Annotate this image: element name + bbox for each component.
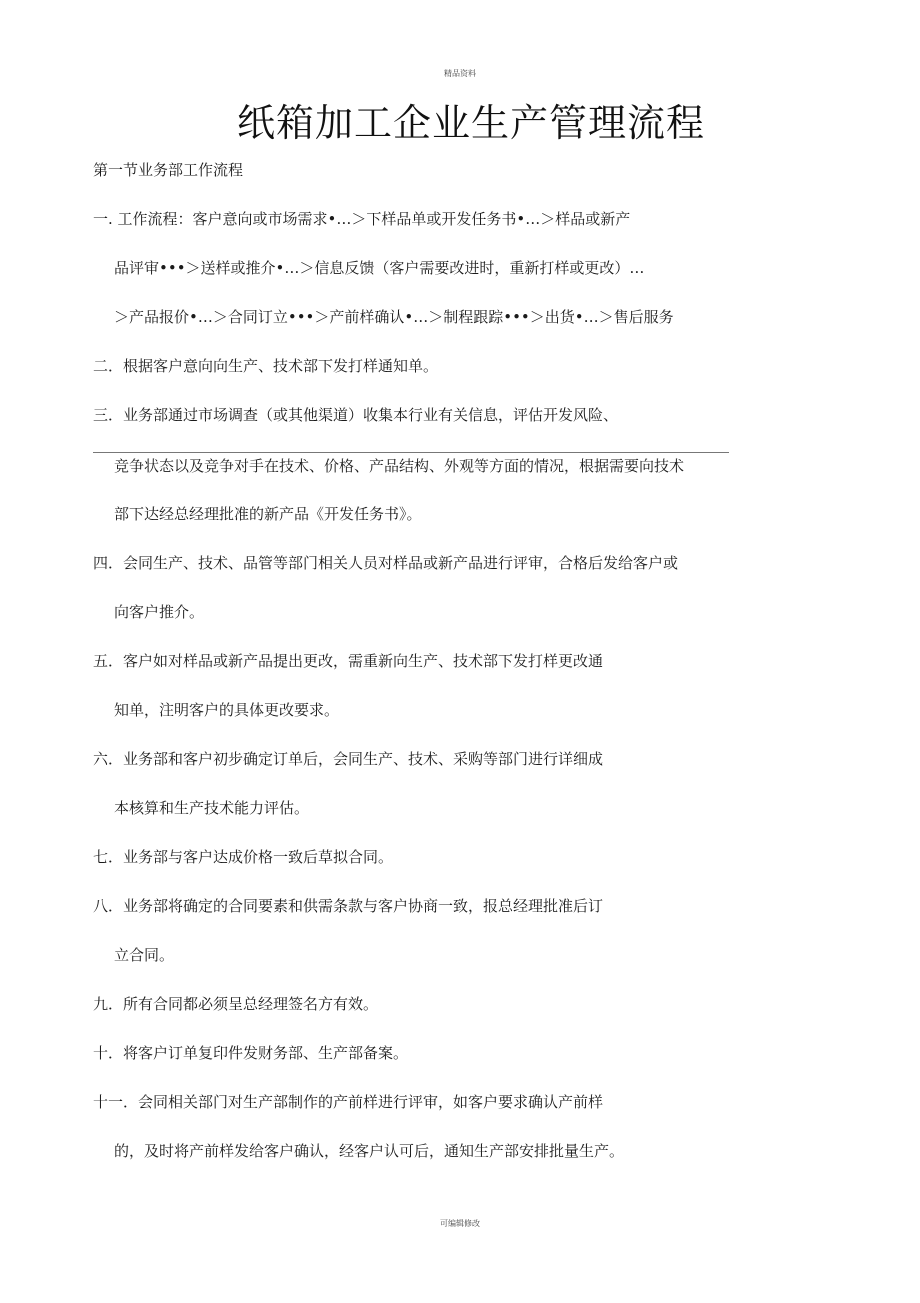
section-heading: 第一节业务部工作流程 (93, 161, 244, 179)
item-1-line-2: 品评审•••＞送样或推介•…＞信息反馈（客户需要改进时，重新打样或更改）… (114, 259, 645, 277)
item-2-line-1: 二．根据客户意向向生产、技术部下发打样通知单。 (93, 357, 439, 375)
item-3-line-3: 部下达经总经理批准的新产品《开发任务书》。 (114, 505, 422, 523)
item-3-line-1: 三．业务部通过市场调查（或其他渠道）收集本行业有关信息，评估开发风险、 (93, 406, 619, 424)
item-5-line-2: 知单，注明客户的具体更改要求。 (114, 701, 340, 719)
item-4-line-2: 向客户推介。 (114, 603, 205, 621)
header-note: 精品资料 (444, 69, 476, 78)
item-11-line-1: 十一．会同相关部门对生产部制作的产前样进行评审，如客户要求确认产前样 (93, 1093, 604, 1111)
item-1-line-3: ＞产品报价•…＞合同订立•••＞产前样确认•…＞制程跟踪•••＞出货•…＞售后服务 (114, 308, 674, 326)
item-8-line-1: 八．业务部将确定的合同要素和供需条款与客户协商一致，报总经理批准后订 (93, 897, 604, 915)
footer-note: 可编辑修改 (440, 1219, 480, 1228)
item-6-line-1: 六．业务部和客户初步确定订单后，会同生产、技术、采购等部门进行详细成 (93, 750, 604, 768)
item-1-line-1: 一. 工作流程：客户意向或市场需求•…＞下样品单或开发任务书•…＞样品或新产 (93, 210, 631, 228)
item-3-line-2: 竞争状态以及竞争对手在技术、价格、产品结构、外观等方面的情况，根据需要向技术 (114, 457, 685, 475)
item-10-line-1: 十．将客户订单复印件发财务部、生产部备案。 (93, 1044, 409, 1062)
item-11-line-2: 的，及时将产前样发给客户确认，经客户认可后，通知生产部安排批量生产。 (114, 1142, 625, 1160)
item-8-line-2: 立合同。 (114, 946, 175, 964)
item-5-line-1: 五．客户如对样品或新产品提出更改，需重新向生产、技术部下发打样更改通 (93, 652, 604, 670)
document-title: 纸箱加工企业生产管理流程 (237, 101, 706, 145)
horizontal-rule (93, 452, 729, 453)
item-4-line-1: 四．会同生产、技术、品管等部门相关人员对样品或新产品进行评审，合格后发给客户或 (93, 554, 679, 572)
item-7-line-1: 七．业务部与客户达成价格一致后草拟合同。 (93, 848, 394, 866)
item-6-line-2: 本核算和生产技术能力评估。 (114, 799, 310, 817)
item-9-line-1: 九．所有合同都必须呈总经理签名方有效。 (93, 995, 379, 1013)
